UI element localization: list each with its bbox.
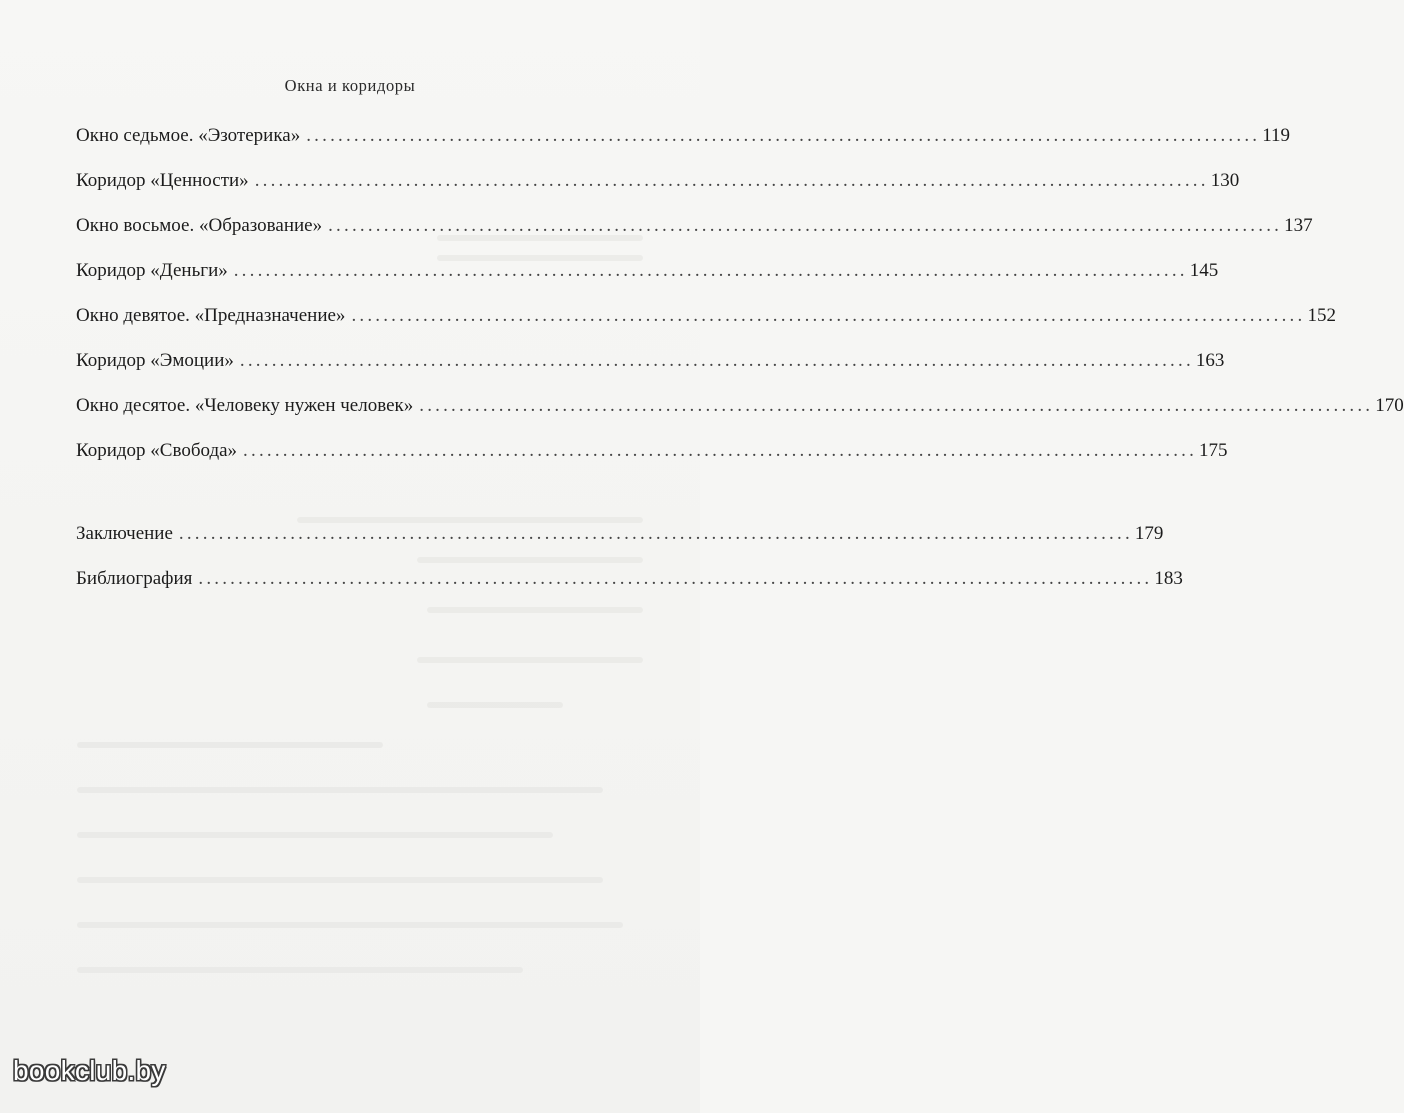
toc-entry-page: 183 <box>1154 568 1183 589</box>
toc-entry-page: 152 <box>1307 305 1336 326</box>
toc-entry <box>76 520 1164 565</box>
toc-dot-leader: ........................................................................................................................ <box>351 305 1306 326</box>
toc-entry-title: Окно восьмое. «Образование» <box>76 215 323 236</box>
toc-entry-page: 163 <box>1195 350 1225 371</box>
toc-entry-title: Коридор «Ценности» <box>76 170 249 191</box>
toc-dot-leader: ........................................................................................................................ <box>239 350 1194 371</box>
toc-entry <box>76 257 1219 302</box>
toc-entry <box>76 565 1183 610</box>
toc-entry-title: Окно седьмое. «Эзотерика» <box>76 125 301 146</box>
toc-entry <box>76 212 1313 257</box>
toc-entry-page: 175 <box>1199 440 1228 461</box>
toc-dot-leader: ........................................................................................................................ <box>419 395 1374 416</box>
toc-entry-title: Окно девятое. «Предназначение» <box>76 305 346 326</box>
toc-dot-leader: ........................................................................................................................ <box>198 568 1153 589</box>
table-of-contents <box>76 122 1404 482</box>
toc-entry <box>76 167 1240 212</box>
toc-entry-page: 119 <box>1262 125 1291 146</box>
toc-entry <box>76 437 1228 482</box>
toc-entry <box>76 392 1404 437</box>
toc-entry-title: Коридор «Эмоции» <box>76 350 234 371</box>
toc-entry-page: 170 <box>1375 395 1404 416</box>
toc-entry-page: 130 <box>1210 170 1240 191</box>
toc-entry-title: Коридор «Деньги» <box>76 260 228 281</box>
toc-entry-title: Библиография <box>76 568 193 589</box>
running-head: Окна и коридоры <box>284 76 416 95</box>
toc-entry-page: 145 <box>1189 260 1219 281</box>
toc-dot-leader: ........................................................................................................................ <box>178 523 1133 544</box>
toc-entry-page: 179 <box>1134 523 1164 544</box>
toc-dot-leader: ........................................................................................................................ <box>306 125 1261 146</box>
toc-entry-title: Коридор «Свобода» <box>76 440 238 461</box>
toc-entry-title: Заключение <box>76 523 173 544</box>
toc-dot-leader: ........................................................................................................................ <box>328 215 1283 236</box>
toc-entry <box>76 347 1225 392</box>
toc-dot-leader: ........................................................................................................................ <box>243 440 1198 461</box>
toc-entry-page: 137 <box>1284 215 1313 236</box>
toc-entry-title: Окно десятое. «Человеку нужен человек» <box>76 395 414 416</box>
watermark-logo: bookclub.by <box>13 1055 166 1086</box>
toc-entry <box>76 302 1336 347</box>
toc-entry <box>76 122 1291 167</box>
toc-back-matter <box>76 520 1183 610</box>
toc-dot-leader: ........................................................................................................................ <box>233 260 1188 281</box>
toc-dot-leader: ........................................................................................................................ <box>254 170 1209 191</box>
